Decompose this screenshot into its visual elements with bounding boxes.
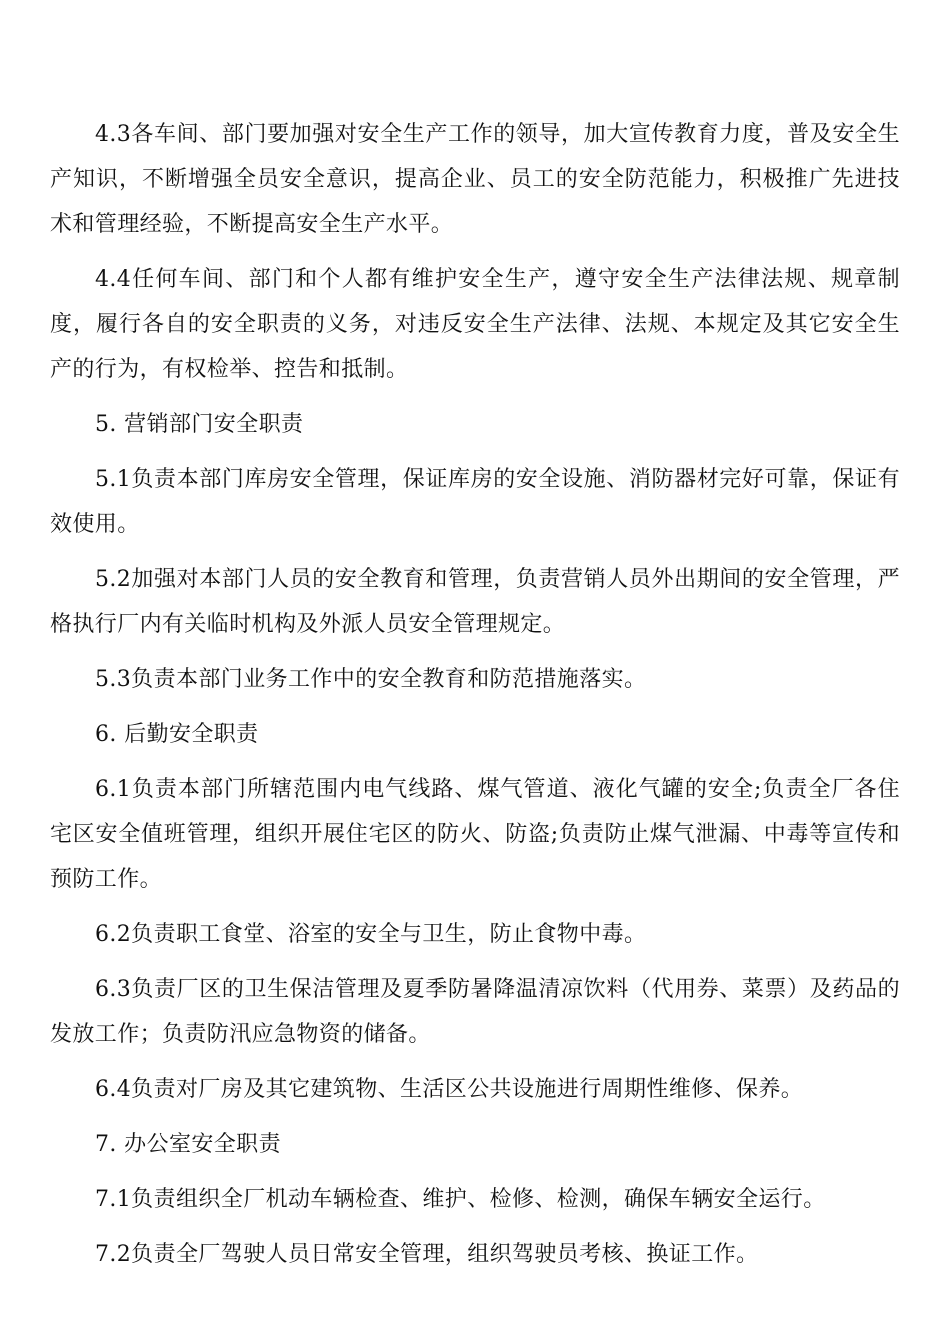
paragraph-5-2: 5.2加强对本部门人员的安全教育和管理，负责营销人员外出期间的安全管理，严格执行厂内有关临时机构及外派人员安全管理规定。 [50, 567, 900, 637]
paragraph-7-1: 7.1负责组织全厂机动车辆检查、维护、检修、检测，确保车辆安全运行。 [95, 1187, 826, 1212]
paragraph-6-4: 6.4负责对厂房及其它建筑物、生活区公共设施进行周期性维修、保养。 [95, 1077, 804, 1102]
paragraph-5-3: 5.3负责本部门业务工作中的安全教育和防范措施落实。 [95, 667, 647, 692]
paragraph-6-2: 6.2负责职工食堂、浴室的安全与卫生，防止食物中毒。 [95, 922, 647, 947]
document-body [50, 112, 900, 1287]
paragraph-6-3: 6.3负责厂区的卫生保洁管理及夏季防暑降温清凉饮料（代用券、菜票）及药品的发放工作；负责防汛应急物资的储备。 [50, 977, 900, 1047]
paragraph-7-2: 7.2负责全厂驾驶人员日常安全管理，组织驾驶员考核、换证工作。 [95, 1242, 759, 1267]
paragraph-4-4: 4.4任何车间、部门和个人都有维护安全生产，遵守安全生产法律法规、规章制度，履行各自的安全职责的义务，对违反安全生产法律、法规、本规定及其它安全生产的行为，有权检举、控告和抵制。 [50, 267, 900, 382]
paragraph-6-1: 6.1负责本部门所辖范围内电气线路、煤气管道、液化气罐的安全;负责全厂各住宅区安全值班管理，组织开展住宅区的防火、防盗;负责防止煤气泄漏、中毒等宣传和预防工作。 [50, 777, 900, 892]
section-heading-7: 7. 办公室安全职责 [95, 1132, 281, 1157]
paragraph-4-3: 4.3各车间、部门要加强对安全生产工作的领导，加大宣传教育力度，普及安全生产知识，不断增强全员安全意识，提高企业、员工的安全防范能力，积极推广先进技术和管理经验，不断提高安全生产水平。 [50, 122, 900, 237]
section-heading-5: 5. 营销部门安全职责 [95, 412, 304, 437]
paragraph-5-1: 5.1负责本部门库房安全管理，保证库房的安全设施、消防器材完好可靠，保证有效使用。 [50, 467, 900, 537]
section-heading-6: 6. 后勤安全职责 [95, 722, 259, 747]
